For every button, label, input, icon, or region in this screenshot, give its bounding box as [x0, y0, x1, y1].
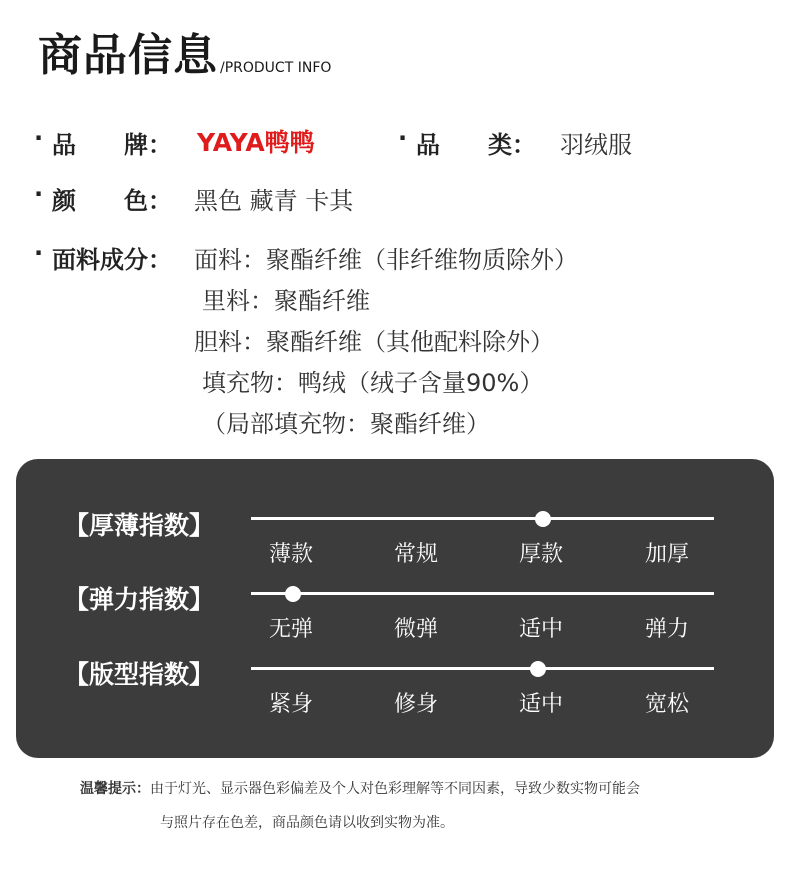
brand-label: 品 牌：	[52, 131, 172, 159]
thickness-tick: 薄款	[268, 542, 313, 567]
elasticity-index-label: 【弹力指数】	[64, 585, 215, 614]
brand-value: YAYA鸭鸭	[197, 128, 315, 157]
thickness-scale-marker	[535, 511, 551, 527]
category-value: 羽绒服	[560, 131, 632, 159]
page-header	[38, 30, 332, 81]
thickness-scale-track	[251, 517, 714, 520]
page-title: 商品信息	[38, 30, 218, 81]
index-panel	[16, 459, 774, 758]
fit-tick: 紧身	[268, 692, 313, 717]
fit-tick: 适中	[518, 692, 563, 717]
color-value: 黑色 藏青 卡其	[194, 187, 354, 215]
notice-text-1: 由于灯光、显示器色彩偏差及个人对色彩理解等不同因素，导致少数实物可能会	[150, 781, 640, 797]
bullet: ·	[34, 180, 44, 208]
category-label: 品 类：	[416, 131, 536, 159]
notice-line-2	[160, 812, 454, 832]
thickness-tick: 常规	[393, 542, 438, 567]
elasticity-tick: 适中	[518, 617, 563, 642]
thickness-index-label: 【厚薄指数】	[64, 511, 215, 540]
fit-scale-track	[251, 667, 714, 670]
notice-label: 温馨提示：	[80, 781, 150, 797]
notice-text-2: 与照片存在色差，商品颜色请以收到实物为准。	[160, 815, 454, 831]
fabric-line-filling: 填充物：鸭绒（绒子含量90%）	[202, 369, 544, 397]
elasticity-scale-marker	[285, 586, 301, 602]
bullet: ·	[34, 239, 44, 267]
notice-line-1	[80, 778, 640, 798]
fit-scale-marker	[530, 661, 546, 677]
color-label: 颜 色：	[52, 187, 172, 215]
elasticity-tick: 弹力	[644, 617, 689, 642]
elasticity-scale-track	[251, 592, 714, 595]
bullet: ·	[398, 124, 408, 152]
fabric-line-liner: 胆料：聚酯纤维（其他配料除外）	[194, 328, 554, 356]
thickness-tick: 厚款	[518, 542, 563, 567]
fit-tick: 宽松	[644, 692, 689, 717]
elasticity-tick: 微弹	[393, 617, 438, 642]
elasticity-tick: 无弹	[268, 617, 313, 642]
bullet: ·	[34, 124, 44, 152]
thickness-tick: 加厚	[644, 542, 689, 567]
fabric-label: 面料成分：	[52, 246, 172, 274]
page-subtitle: /PRODUCT INFO	[220, 60, 332, 76]
fit-tick: 修身	[393, 692, 438, 717]
fabric-line-partial-filling: （局部填充物：聚酯纤维）	[202, 410, 490, 438]
fit-index-label: 【版型指数】	[64, 660, 215, 689]
fabric-line-lining: 里料：聚酯纤维	[202, 287, 370, 315]
fabric-line-outer: 面料：聚酯纤维（非纤维物质除外）	[194, 246, 578, 274]
